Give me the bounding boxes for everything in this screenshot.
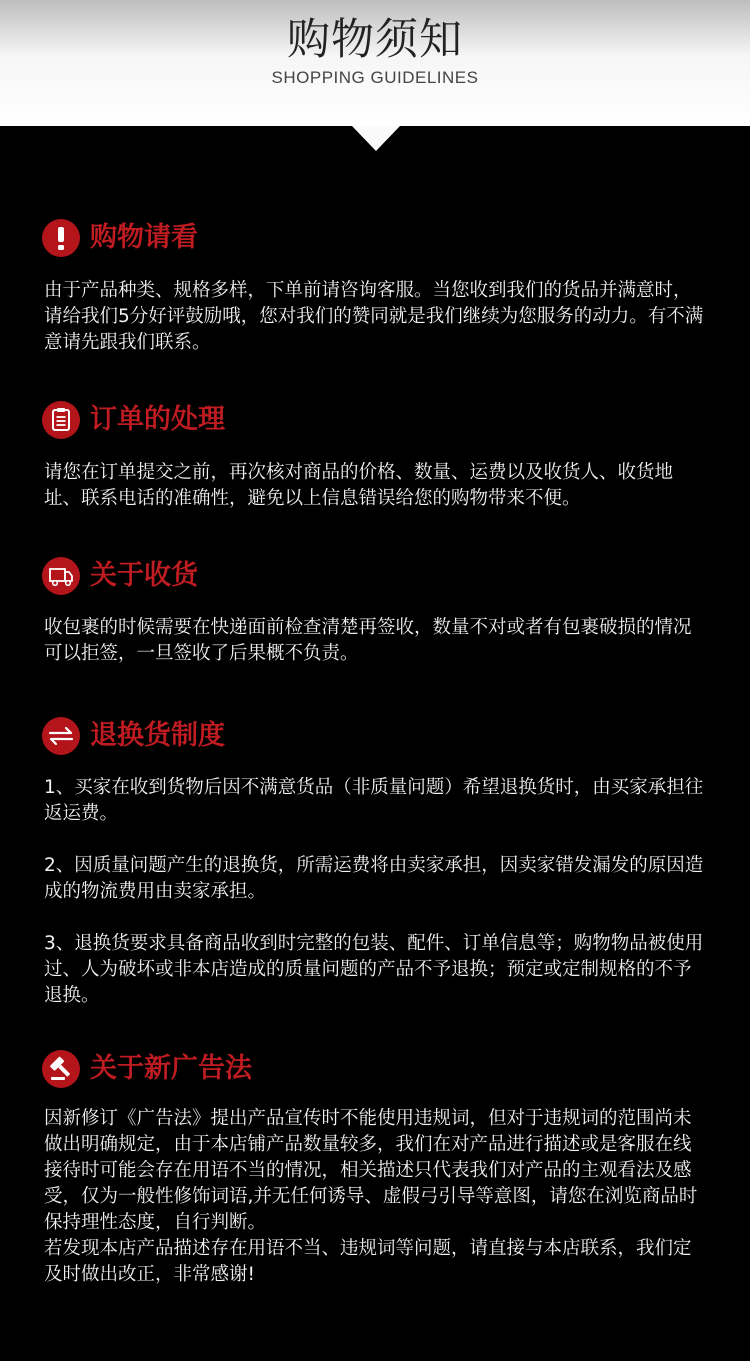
header-banner bbox=[0, 0, 750, 126]
section-title: 关于新广告法 bbox=[90, 1053, 252, 1084]
exchange-arrows-icon bbox=[42, 717, 80, 755]
paragraph: 因新修订《广告法》提出产品宣传时不能使用违规词，但对于违规词的范围尚未做出明确规定，由于本店铺产品数量较多，我们在对产品进行描述或是客服在线接待时可能会存在用语不当的情况，相关描述只代表我们对产品的主观看法及感受，仅为一般性修饰词语,并无任何诱导、虚假弓引导等意图，请您在浏览商品时保持理性态度，自行判断。 bbox=[44, 1108, 698, 1233]
banner-pointer bbox=[352, 126, 400, 151]
clipboard-icon bbox=[42, 401, 80, 439]
paragraph: 若发现本店产品描述存在用语不当、违规词等问题，请直接与本店联系，我们定及时做出改正，非常感谢! bbox=[44, 1238, 692, 1285]
paragraph: 3、退换货要求具备商品收到时完整的包装、配件、订单信息等；购物物品被使用过、人为破坏或非本店造成的质量问题的产品不予退换；预定或定制规格的不予退换。 bbox=[44, 933, 704, 1006]
section-title: 订单的处理 bbox=[90, 404, 225, 435]
paragraph: 收包裹的时候需要在快递面前检查清楚再签收，数量不对或者有包裹破损的情况可以拒签，一旦签收了后果概不负责。 bbox=[44, 617, 692, 664]
section-title: 购物请看 bbox=[90, 222, 198, 253]
paragraph: 2、因质量问题产生的退换货，所需运费将由卖家承担，因卖家错发漏发的原因造成的物流费用由卖家承担。 bbox=[44, 855, 704, 902]
paragraph: 请您在订单提交之前，再次核对商品的价格、数量、运费以及收货人、收货地址、联系电话的准确性，避免以上信息错误给您的购物带来不便。 bbox=[44, 462, 674, 509]
section-body bbox=[44, 460, 704, 512]
page-subtitle: SHOPPING GUIDELINES bbox=[271, 68, 479, 87]
delivery-truck-icon bbox=[42, 557, 80, 595]
section-title: 退换货制度 bbox=[90, 720, 225, 751]
section-title: 关于收货 bbox=[90, 560, 198, 591]
gavel-icon bbox=[42, 1050, 80, 1088]
section-body bbox=[44, 775, 704, 1009]
exclamation-icon bbox=[42, 219, 80, 257]
section-body bbox=[44, 278, 704, 356]
paragraph: 1、买家在收到货物后因不满意货品（非质量问题）希望退换货时，由买家承担往返运费。 bbox=[44, 777, 704, 824]
paragraph: 由于产品种类、规格多样，下单前请咨询客服。当您收到我们的货品并满意时，请给我们5分好评鼓励哦，您对我们的赞同就是我们继续为您服务的动力。有不满意请先跟我们联系。 bbox=[44, 280, 704, 353]
section-body bbox=[44, 615, 704, 667]
page-title: 购物须知 bbox=[287, 15, 463, 65]
section-body bbox=[44, 1106, 704, 1288]
